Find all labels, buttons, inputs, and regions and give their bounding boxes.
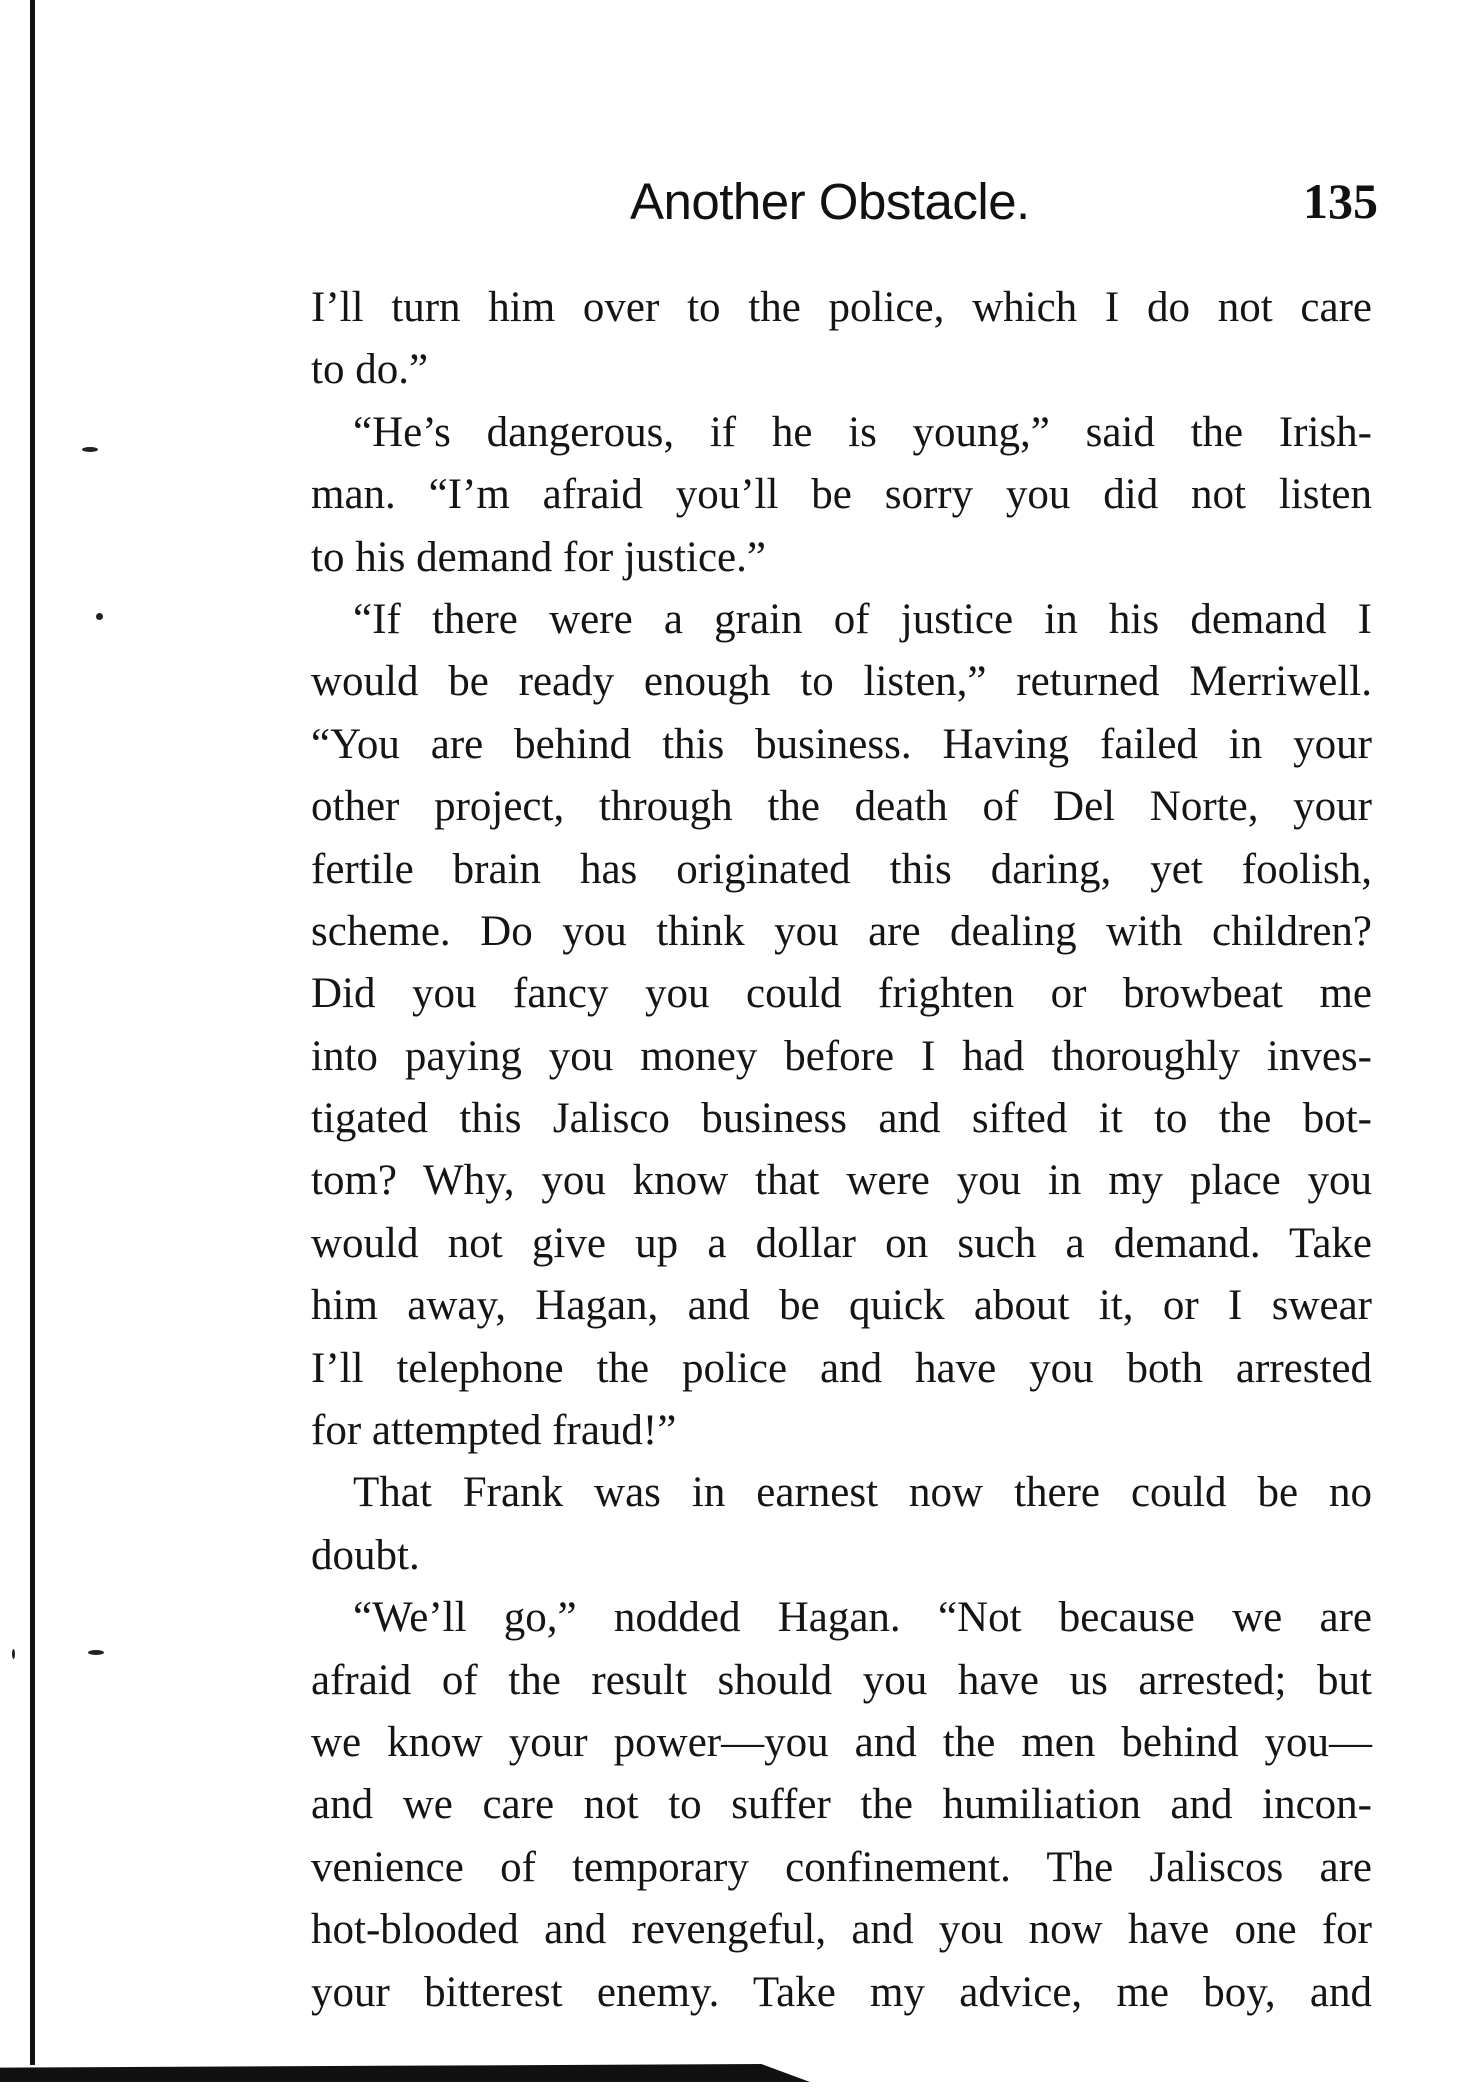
text-line: hot-blooded and revengeful, and you now have one for (311, 1906, 1372, 1954)
text-line: would not give up a dollar on such a demand. Take (311, 1219, 1372, 1267)
text-line: “We’ll go,” nodded Hagan. “Not because we are (353, 1594, 1372, 1642)
text-line: doubt. (311, 1531, 420, 1579)
text-line: “If there were a grain of justice in his demand I (353, 595, 1372, 643)
text-line: tom? Why, you know that were you in my place you (311, 1157, 1372, 1205)
text-line: “He’s dangerous, if he is young,” said the Irish- (353, 408, 1372, 456)
text-line: to his demand for justice.” (311, 533, 766, 581)
text-line: venience of temporary confinement. The Jaliscos are (311, 1843, 1372, 1891)
scan-speck (88, 1650, 104, 1655)
page-left-border (30, 0, 35, 2065)
text-line: I’ll turn him over to the police, which I do not care (311, 284, 1372, 331)
text-line: for attempted fraud!” (311, 1407, 677, 1455)
text-line: would be ready enough to listen,” returned Merriwell. (311, 658, 1372, 706)
body-text (311, 277, 1372, 2024)
text-line: man. “I’m afraid you’ll be sorry you did not listen (311, 471, 1372, 519)
text-line: “You are behind this business. Having failed in your (311, 720, 1372, 768)
page-number: 135 (1303, 173, 1378, 229)
text-line: afraid of the result should you have us arrested; but (311, 1656, 1372, 1704)
scan-speck (12, 1649, 15, 1659)
scan-speck (96, 613, 103, 620)
page-header (630, 172, 1378, 242)
text-line: That Frank was in earnest now there could be no (353, 1469, 1372, 1517)
text-line: him away, Hagan, and be quick about it, or I swear (311, 1282, 1372, 1330)
text-line: Did you fancy you could frighten or browbeat me (311, 970, 1372, 1018)
scan-speck (82, 447, 98, 452)
page-bottom-border (0, 2064, 810, 2082)
text-line: tigated this Jalisco business and sifted it to the bot- (311, 1095, 1372, 1143)
text-line: into paying you money before I had thoroughly inves- (311, 1032, 1372, 1080)
text-line: I’ll telephone the police and have you both arrested (311, 1344, 1372, 1392)
text-line: scheme. Do you think you are dealing with children? (311, 907, 1372, 955)
text-line: other project, through the death of Del Norte, your (311, 783, 1372, 831)
running-title: Another Obstacle. (630, 173, 1030, 230)
text-line: and we care not to suffer the humiliation and incon- (311, 1781, 1372, 1829)
text-line: we know your power—you and the men behind you— (311, 1718, 1372, 1766)
text-line: your bitterest enemy. Take my advice, me boy, and (311, 1968, 1372, 2016)
text-line: to do.” (311, 346, 429, 394)
text-line: fertile brain has originated this daring, yet foolish, (311, 845, 1372, 893)
